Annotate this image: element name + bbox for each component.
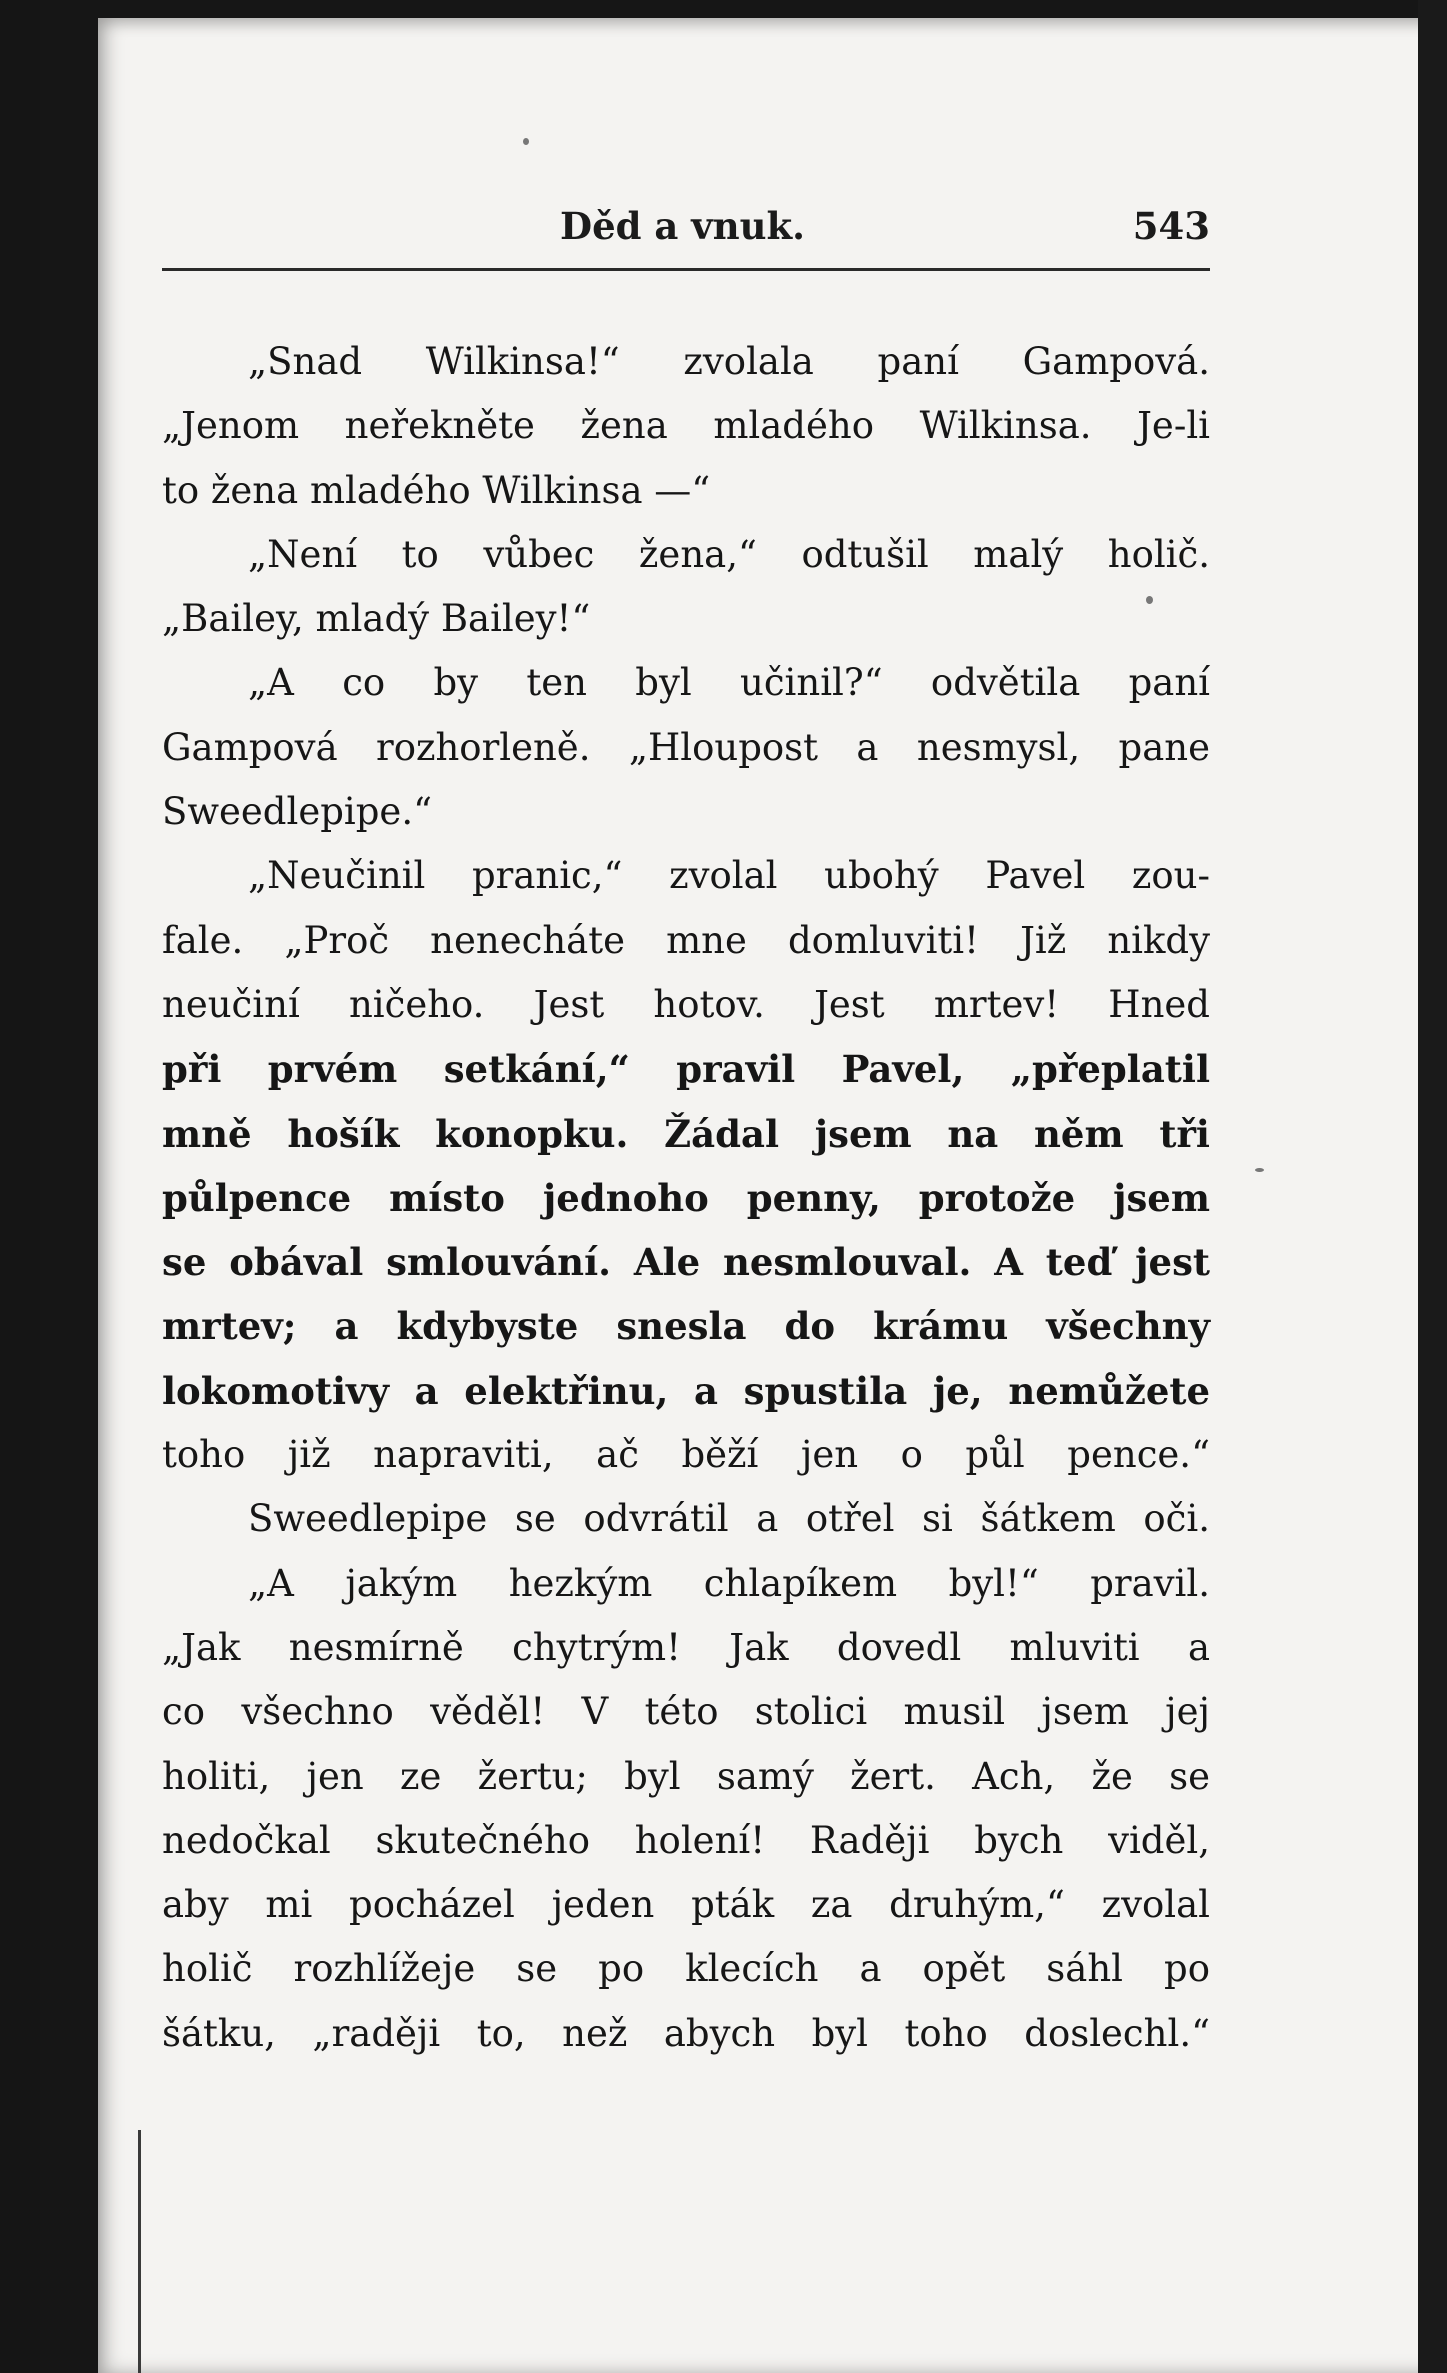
text-line: „Bailey, mladý Bailey!“ bbox=[162, 597, 591, 641]
text-line: fale. „Proč nenecháte mne domluviti! Již nikdy bbox=[162, 918, 1210, 962]
print-speck bbox=[523, 138, 529, 145]
text-line: „Jenom neřekněte žena mladého Wilkinsa. Je-li bbox=[162, 404, 1210, 448]
text-line: Sweedlepipe.“ bbox=[162, 790, 433, 834]
text-line: Sweedlepipe se odvrátil a otřel si šátkem oči. bbox=[248, 1497, 1210, 1541]
text-line: se obával smlouvání. Ale nesmlouval. A teď jest bbox=[162, 1240, 1210, 1285]
body-text bbox=[162, 330, 1210, 2066]
text-line: „Jak nesmírně chytrým! Jak dovedl mluviti a bbox=[162, 1625, 1210, 1669]
text-line: holiti, jen ze žertu; byl samý žert. Ach, že se bbox=[162, 1754, 1210, 1798]
text-line: holič rozhlížeje se po klecích a opět sáhl po bbox=[162, 1947, 1210, 1991]
running-header bbox=[162, 196, 1210, 256]
text-line: nedočkal skutečného holení! Raději bych viděl, bbox=[162, 1818, 1210, 1862]
text-line: „Snad Wilkinsa!“ zvolala paní Gampová. bbox=[248, 340, 1210, 383]
text-line: šátku, „raději to, než abych byl toho doslechl.“ bbox=[162, 2011, 1210, 2055]
page-number: 543 bbox=[1132, 204, 1210, 248]
print-speck bbox=[1255, 1168, 1264, 1172]
text-line: „Neučinil pranic,“ zvolal ubohý Pavel zou- bbox=[248, 854, 1210, 898]
text-line: mrtev; a kdybyste snesla do krámu všechny bbox=[162, 1304, 1210, 1349]
text-line: lokomotivy a elektřinu, a spustila je, nemůžete bbox=[162, 1368, 1210, 1413]
text-line: neučiní ničeho. Jest hotov. Jest mrtev! Hned bbox=[162, 982, 1210, 1026]
text-line: to žena mladého Wilkinsa —“ bbox=[162, 468, 711, 512]
text-line: při prvém setkání,“ pravil Pavel, „přeplatil bbox=[162, 1047, 1210, 1092]
text-line: „A jakým hezkým chlapíkem byl!“ pravil. bbox=[248, 1561, 1210, 1605]
text-line: toho již napraviti, ač běží jen o půl pence.“ bbox=[162, 1433, 1210, 1477]
text-line: mně hošík konopku. Žádal jsem na něm tři bbox=[162, 1111, 1210, 1156]
running-title: Děd a vnuk. bbox=[560, 204, 806, 248]
text-line: „Není to vůbec žena,“ odtušil malý holič. bbox=[248, 532, 1210, 576]
text-line: půlpence místo jednoho penny, protože jsem bbox=[162, 1175, 1210, 1220]
text-line: „A co by ten byl učinil?“ odvětila paní bbox=[248, 661, 1210, 705]
gutter-line bbox=[138, 2130, 141, 2373]
scan-edge bbox=[1418, 0, 1447, 2373]
text-line: Gampová rozhorleně. „Hloupost a nesmysl, pane bbox=[162, 725, 1210, 769]
header-rule bbox=[162, 268, 1210, 271]
text-line: co všechno věděl! V této stolici musil jsem jej bbox=[162, 1690, 1210, 1734]
text-line: aby mi pocházel jeden pták za druhým,“ zvolal bbox=[162, 1883, 1210, 1927]
